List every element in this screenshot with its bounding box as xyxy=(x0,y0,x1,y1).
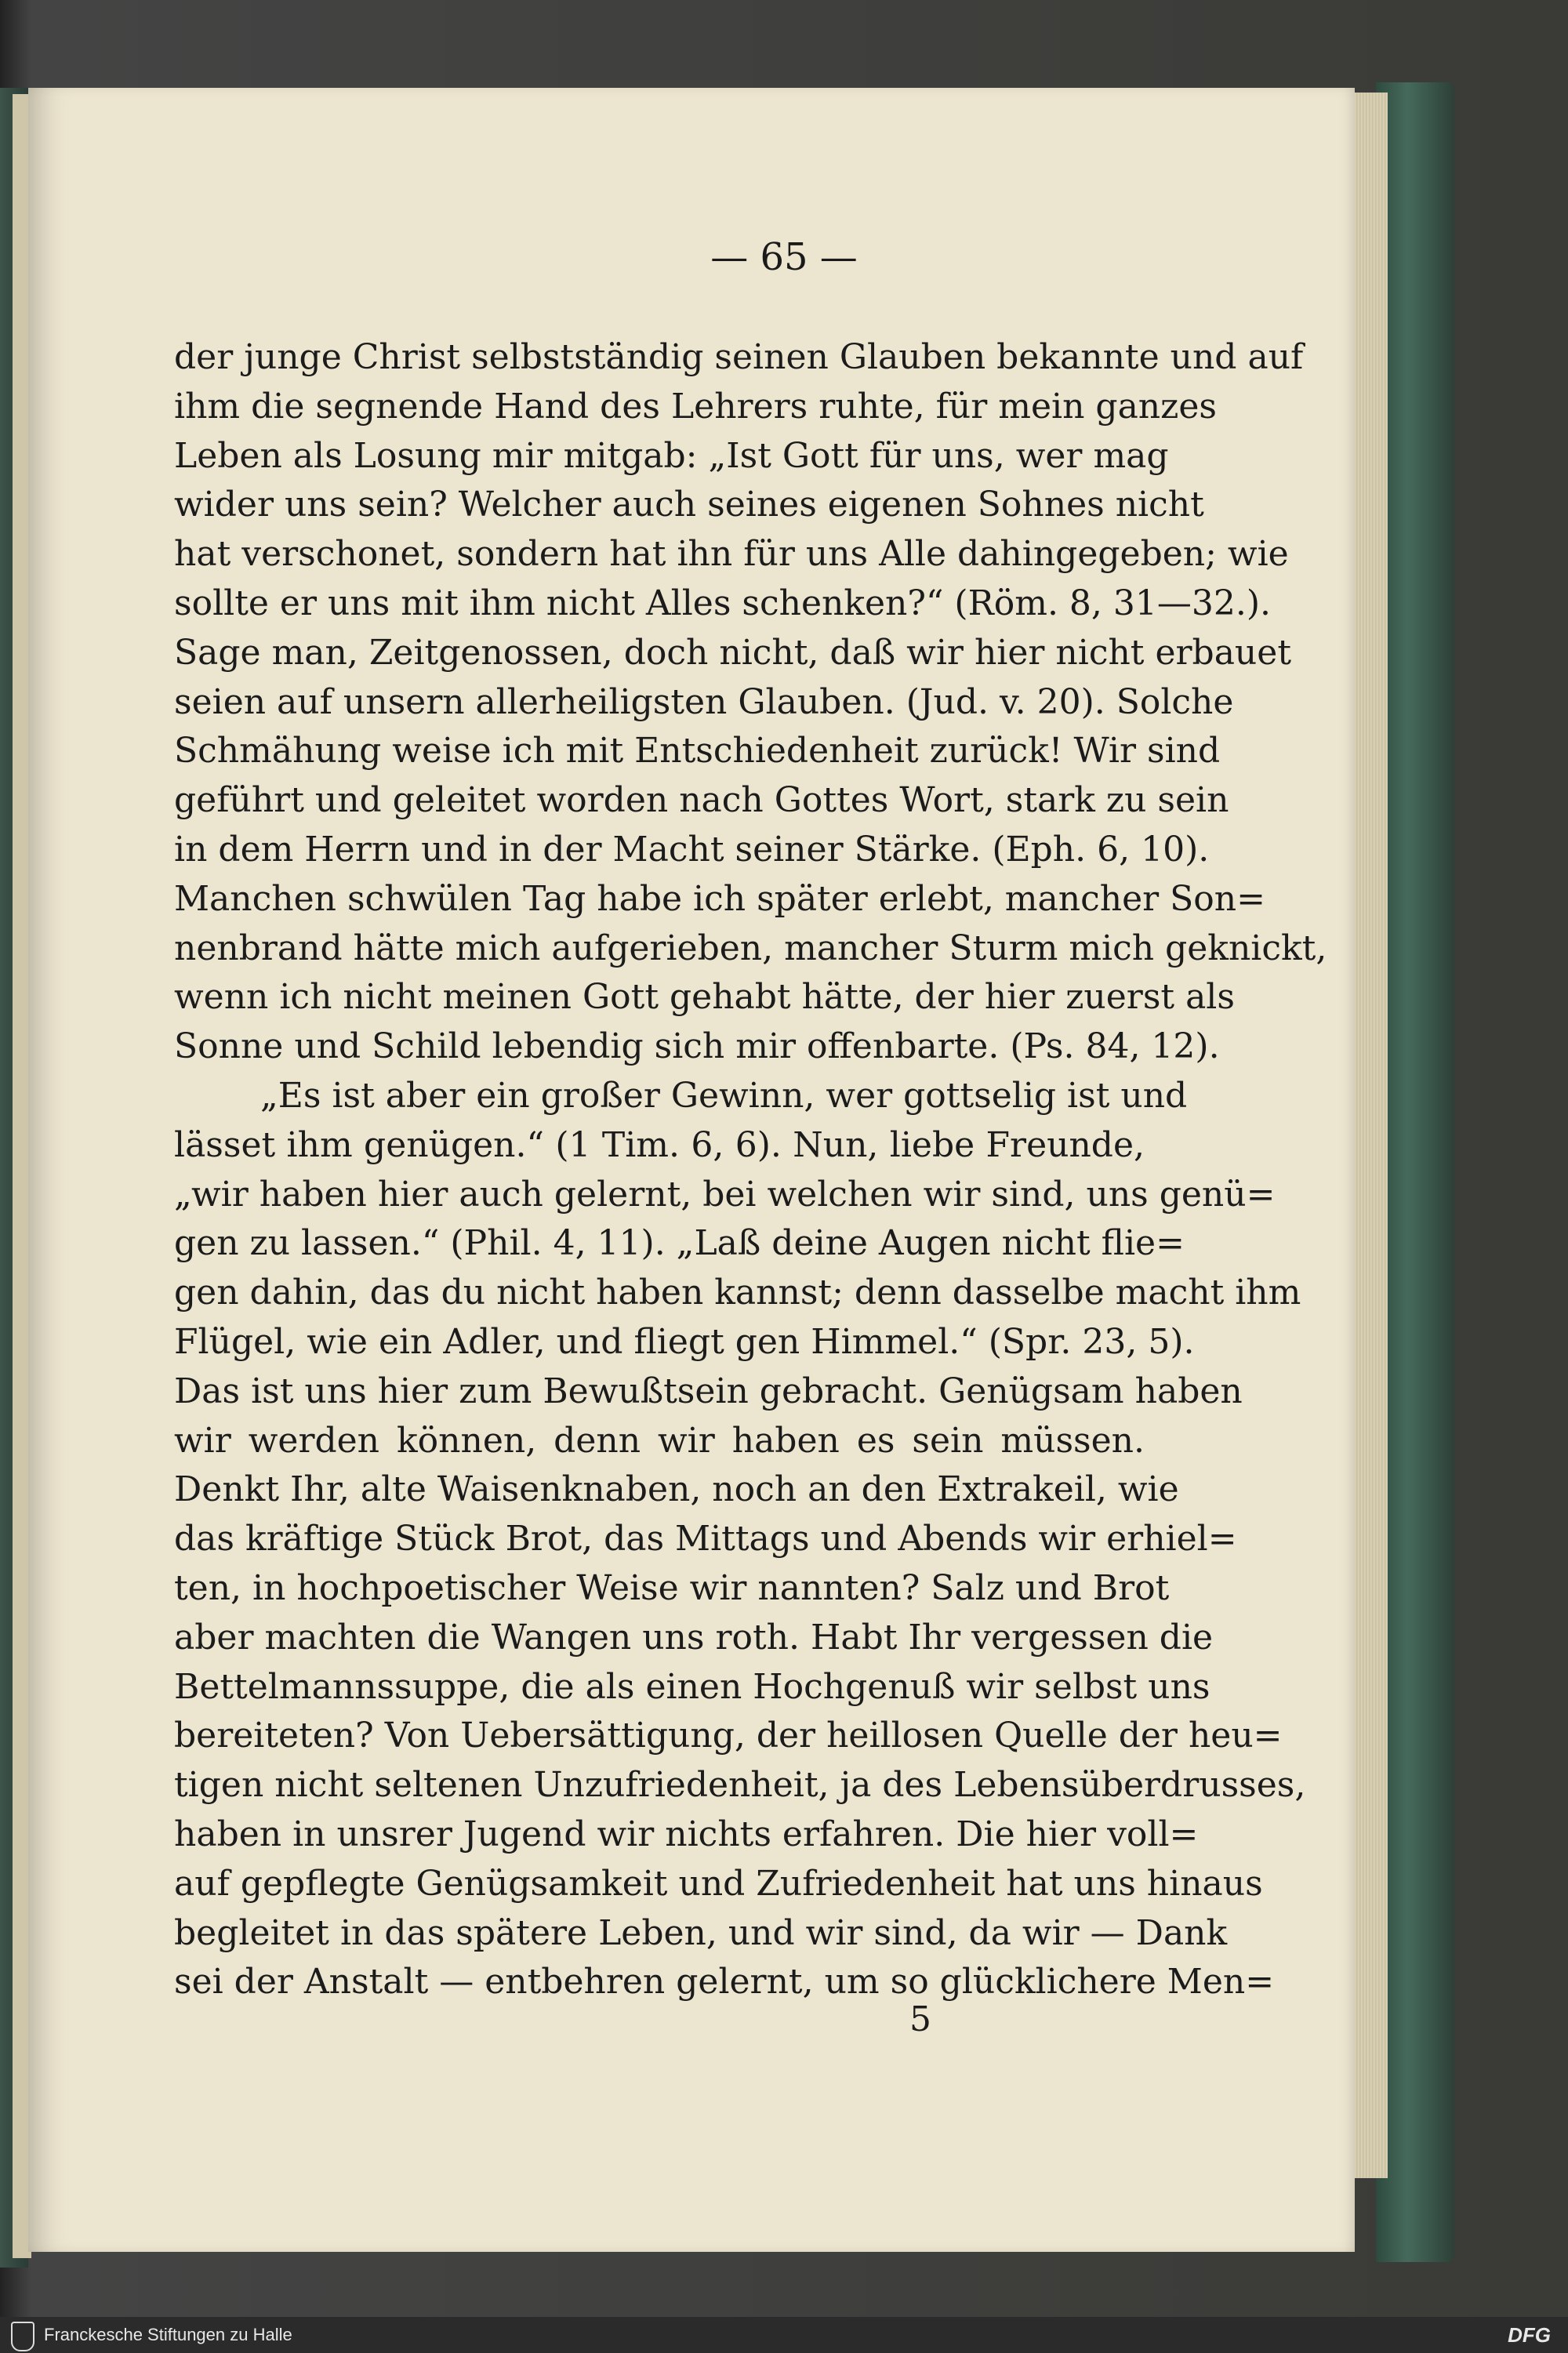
text-line: tigen nicht seltenen Unzufriedenheit, ja des Lebensüberdrusses, xyxy=(174,1765,1306,1806)
text-line: „wir haben hier auch gelernt, bei welchen wir sind, uns genü= xyxy=(174,1174,1276,1215)
text-line: „Es ist aber ein großer Gewinn, wer gottselig ist und xyxy=(260,1075,1188,1116)
text-line: hat verschonet, sondern hat ihn für uns Alle dahingegeben; wie xyxy=(174,534,1289,575)
text-line: auf gepflegte Genügsamkeit und Zufriedenheit hat uns hinaus xyxy=(174,1863,1263,1904)
institution-logo-icon xyxy=(11,2322,34,2351)
text-line: in dem Herrn und in der Macht seiner Stärke. (Eph. 6, 10). xyxy=(174,829,1210,870)
text-line: gen zu lassen.“ (Phil. 4, 11). „Laß deine Augen nicht flie= xyxy=(174,1223,1185,1264)
text-line: wenn ich nicht meinen Gott gehabt hätte, der hier zuerst als xyxy=(174,977,1235,1018)
dfg-logo: DFG xyxy=(1508,2323,1551,2347)
text-line: geführt und geleitet worden nach Gottes Wort, stark zu sein xyxy=(174,780,1229,821)
text-line: Leben als Losung mir mitgab: „Ist Gott für uns, wer mag xyxy=(174,435,1169,476)
text-line: haben in unsrer Jugend wir nichts erfahren. Die hier voll= xyxy=(174,1814,1199,1854)
text-line: wir werden können, denn wir haben es sein müssen. xyxy=(174,1420,1145,1461)
text-line: Bettelmannssuppe, die als einen Hochgenuß wir selbst uns xyxy=(174,1666,1210,1707)
text-line: sollte er uns mit ihm nicht Alles schenken?“ (Röm. 8, 31—32.). xyxy=(174,583,1271,623)
page-stack-edge xyxy=(1352,93,1388,2178)
text-line: ihm die segnende Hand des Lehrers ruhte, für mein ganzes xyxy=(174,386,1217,427)
text-line: Denkt Ihr, alte Waisenknaben, noch an den Extrakeil, wie xyxy=(174,1469,1179,1510)
book-cover-right xyxy=(1376,82,1454,2262)
text-line: wider uns sein? Welcher auch seines eigenen Sohnes nicht xyxy=(174,485,1204,525)
text-line: der junge Christ selbstständig seinen Glauben bekannte und auf xyxy=(174,337,1304,377)
signature-mark: 5 xyxy=(909,1999,931,2039)
text-line: sei der Anstalt — entbehren gelernt, um so glücklichere Men= xyxy=(174,1962,1275,2003)
text-line: ten, in hochpoetischer Weise wir nannten? Salz und Brot xyxy=(174,1567,1170,1608)
viewer-footer xyxy=(0,2317,1568,2353)
text-line: nenbrand hätte mich aufgerieben, mancher Sturm mich geknickt, xyxy=(174,928,1327,968)
text-line: seien auf unsern allerheiligsten Glauben. (Jud. v. 20). Solche xyxy=(174,681,1234,722)
text-line: lässet ihm genügen.“ (1 Tim. 6, 6). Nun, liebe Freunde, xyxy=(174,1124,1145,1165)
text-line: Das ist uns hier zum Bewußtsein gebracht. Genügsam haben xyxy=(174,1371,1243,1411)
text-line: Schmähung weise ich mit Entschiedenheit zurück! Wir sind xyxy=(174,731,1221,772)
page-number-header: — 65 — xyxy=(710,235,858,279)
text-line: Flügel, wie ein Adler, und fliegt gen Himmel.“ (Spr. 23, 5). xyxy=(174,1321,1195,1362)
text-line: Sage man, Zeitgenossen, doch nicht, daß wir hier nicht erbauet xyxy=(174,632,1291,673)
text-line: gen dahin, das du nicht haben kannst; denn dasselbe macht ihm xyxy=(174,1273,1301,1313)
page-body-text xyxy=(174,333,1327,2007)
institution-name: Franckesche Stiftungen zu Halle xyxy=(44,2325,292,2344)
text-line: Sonne und Schild lebendig sich mir offenbarte. (Ps. 84, 12). xyxy=(174,1026,1220,1067)
text-line: aber machten die Wangen uns roth. Habt Ihr vergessen die xyxy=(174,1617,1214,1658)
text-line: begleitet in das spätere Leben, und wir sind, da wir — Dank xyxy=(174,1912,1228,1953)
text-line: das kräftige Stück Brot, das Mittags und Abends wir erhiel= xyxy=(174,1519,1237,1560)
text-line: Manchen schwülen Tag habe ich später erlebt, mancher Son= xyxy=(174,878,1265,919)
text-line: bereiteten? Von Uebersättigung, der heillosen Quelle der heu= xyxy=(174,1716,1283,1756)
